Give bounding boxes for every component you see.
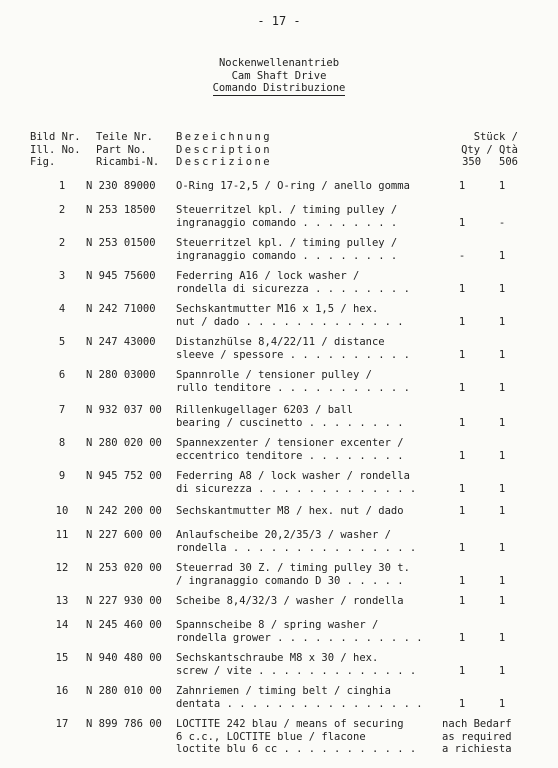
part-description — [176, 437, 426, 462]
quantity-506: 1 — [498, 595, 506, 607]
description-line: Zahnriemen / timing belt / cinghia — [176, 685, 391, 697]
description-line: Sechskantschraube M8 x 30 / hex. — [176, 652, 379, 664]
part-description — [176, 470, 426, 495]
part-description — [176, 718, 426, 756]
part-number: N 932 037 00 — [86, 404, 162, 416]
quantity-506: 1 — [498, 381, 506, 394]
part-number: N 242 200 00 — [86, 505, 162, 517]
quantity-506: 1 — [498, 482, 506, 495]
part-description — [176, 505, 426, 518]
part-description — [176, 336, 426, 361]
column-header-figure: Bild Nr. Ill. No. Fig. — [30, 131, 81, 168]
description-line: rondella di sicurezza . . . . . . . . — [176, 282, 410, 295]
page-number: - 17 - — [257, 14, 301, 28]
quantity-506: 1 — [498, 449, 506, 462]
part-number: N 230 89000 — [86, 180, 156, 192]
quantity-506: 1 — [498, 282, 506, 295]
part-description — [176, 619, 426, 644]
quantity-350: 1 — [458, 664, 466, 677]
description-line: sleeve / spessore . . . . . . . . . . — [176, 348, 410, 361]
quantity-350: 1 — [458, 482, 466, 495]
figure-number: 4 — [58, 303, 66, 315]
quantity-350: 1 — [458, 574, 466, 587]
part-number: N 227 930 00 — [86, 595, 162, 607]
quantity-350: 1 — [458, 631, 466, 644]
part-number: N 242 71000 — [86, 303, 156, 315]
quantity-350: 1 — [458, 282, 466, 295]
part-number: N 899 786 00 — [86, 718, 162, 730]
quantity-506: 1 — [498, 180, 506, 192]
description-line: rondella grower . . . . . . . . . . . . — [176, 631, 423, 644]
part-number: N 227 600 00 — [86, 529, 162, 541]
quantity-506: 1 — [498, 574, 506, 587]
description-line: loctite blu 6 cc . . . . . . . . . . . — [176, 743, 417, 755]
description-line: Spannrolle / tensioner pulley / — [176, 369, 372, 381]
description-line: bearing / cuscinetto . . . . . . . . — [176, 416, 404, 429]
section-title — [0, 57, 558, 95]
description-line: ingranaggio comando . . . . . . . . — [176, 249, 398, 262]
quantity-350: 1 — [458, 381, 466, 394]
part-description — [176, 303, 426, 328]
quantity-506: 1 — [498, 416, 506, 429]
part-description — [176, 237, 426, 262]
part-number: N 247 43000 — [86, 336, 156, 348]
quantity-350: 1 — [458, 348, 466, 361]
description-line: nut / dado . . . . . . . . . . . . . — [176, 315, 404, 328]
part-number: N 945 75600 — [86, 270, 156, 282]
figure-number: 17 — [55, 718, 69, 730]
part-number: N 280 020 00 — [86, 437, 162, 449]
figure-number: 2 — [58, 204, 66, 216]
part-description — [176, 369, 426, 394]
part-number: N 280 010 00 — [86, 685, 162, 697]
description-line: rullo tenditore . . . . . . . . . . . — [176, 381, 410, 394]
description-line: ingranaggio comando . . . . . . . . — [176, 216, 398, 229]
part-description — [176, 529, 426, 554]
quantity-506: 1 — [498, 348, 506, 361]
figure-number: 1 — [58, 180, 66, 192]
part-description — [176, 180, 426, 193]
description-line: rondella . . . . . . . . . . . . . . . — [176, 541, 417, 554]
description-line: LOCTITE 242 blau / means of securing — [176, 718, 404, 730]
description-line: Sechskantmutter M8 / hex. nut / dado — [176, 505, 404, 517]
figure-number: 14 — [55, 619, 69, 631]
figure-number: 3 — [58, 270, 66, 282]
title-italian: Comando Distribuzione — [212, 82, 346, 94]
part-number: N 253 01500 — [86, 237, 156, 249]
quantity-506: 1 — [498, 249, 506, 262]
description-line: Sechskantmutter M16 x 1,5 / hex. — [176, 303, 379, 315]
description-line: dentata . . . . . . . . . . . . . . . . — [176, 697, 423, 710]
title-german: Nockenwellenantrieb — [218, 57, 340, 69]
figure-number: 12 — [55, 562, 69, 574]
column-header-quantity: Stück / Qty / Qtà 350 506 — [461, 131, 518, 168]
quantity-350: 1 — [458, 697, 466, 710]
quantity-506: 1 — [498, 631, 506, 644]
quantity-350: - — [458, 249, 466, 262]
figure-number: 11 — [55, 529, 69, 541]
quantity-350: 1 — [458, 216, 466, 229]
figure-number: 10 — [55, 505, 69, 517]
quantity-506: 1 — [498, 315, 506, 328]
description-line: Rillenkugellager 6203 / ball — [176, 404, 354, 416]
description-line: Federring A16 / lock washer / — [176, 270, 360, 282]
part-number: N 945 752 00 — [86, 470, 162, 482]
description-line: Steuerritzel kpl. / timing pulley / — [176, 204, 398, 216]
description-line: di sicurezza . . . . . . . . . . . . . — [176, 482, 417, 495]
title-english: Cam Shaft Drive — [231, 69, 327, 82]
requirement-line: a richiesta — [442, 743, 512, 755]
figure-number: 15 — [55, 652, 69, 664]
description-line: Spannexzenter / tensioner excenter / — [176, 437, 404, 449]
figure-number: 2 — [58, 237, 66, 249]
quantity-350: 1 — [458, 449, 466, 462]
part-description — [176, 270, 426, 295]
quantity-350: 1 — [458, 541, 466, 554]
requirement-line: as required — [442, 730, 512, 743]
description-line: Anlaufscheibe 20,2/35/3 / washer / — [176, 529, 391, 541]
quantity-506: 1 — [498, 664, 506, 677]
quantity-350: 1 — [458, 180, 466, 192]
part-description — [176, 685, 426, 710]
part-number: N 245 460 00 — [86, 619, 162, 631]
description-line: 6 c.c., LOCTITE blue / flacone — [176, 730, 366, 743]
description-line: screw / vite . . . . . . . . . . . . . — [176, 664, 417, 677]
description-line: O-Ring 17-2,5 / O-ring / anello gomma — [176, 180, 410, 192]
requirement-line: nach Bedarf — [442, 718, 512, 730]
part-description — [176, 652, 426, 677]
quantity-350: 1 — [458, 315, 466, 328]
quantity-350: 1 — [458, 505, 466, 517]
figure-number: 16 — [55, 685, 69, 697]
description-line: Distanzhülse 8,4/22/11 / distance — [176, 336, 385, 348]
quantity-506: 1 — [498, 697, 506, 710]
figure-number: 9 — [58, 470, 66, 482]
quantity-506: 1 — [498, 505, 506, 517]
part-number: N 253 18500 — [86, 204, 156, 216]
description-line: Steuerritzel kpl. / timing pulley / — [176, 237, 398, 249]
description-line: / ingranaggio comando D 30 . . . . . — [176, 574, 404, 587]
quantity-350: 1 — [458, 416, 466, 429]
part-number: N 280 03000 — [86, 369, 156, 381]
description-line: Spannscheibe 8 / spring washer / — [176, 619, 379, 631]
part-number: N 940 480 00 — [86, 652, 162, 664]
description-line: Steuerrad 30 Z. / timing pulley 30 t. — [176, 562, 410, 574]
part-description — [176, 204, 426, 229]
quantity-506: 1 — [498, 541, 506, 554]
figure-number: 8 — [58, 437, 66, 449]
description-line: eccentrico tenditore . . . . . . . . — [176, 449, 404, 462]
description-line: Federring A8 / lock washer / rondella — [176, 470, 410, 482]
part-description — [176, 595, 426, 608]
part-description — [176, 404, 426, 429]
quantity-350: 1 — [458, 595, 466, 607]
qty-col-506: 506 — [499, 156, 518, 168]
figure-number: 7 — [58, 404, 66, 416]
quantity-506: - — [498, 216, 506, 229]
part-description — [176, 562, 426, 587]
part-number: N 253 020 00 — [86, 562, 162, 574]
qty-col-350: 350 — [462, 156, 482, 168]
column-header-description: Bezeichnung Description Descrizione — [176, 131, 272, 168]
figure-number: 13 — [55, 595, 69, 607]
quantity-as-required — [442, 718, 552, 756]
column-header-part-number: Teile Nr. Part No. Ricambi-N. — [96, 131, 160, 168]
description-line: Scheibe 8,4/32/3 / washer / rondella — [176, 595, 404, 607]
figure-number: 5 — [58, 336, 66, 348]
figure-number: 6 — [58, 369, 66, 381]
